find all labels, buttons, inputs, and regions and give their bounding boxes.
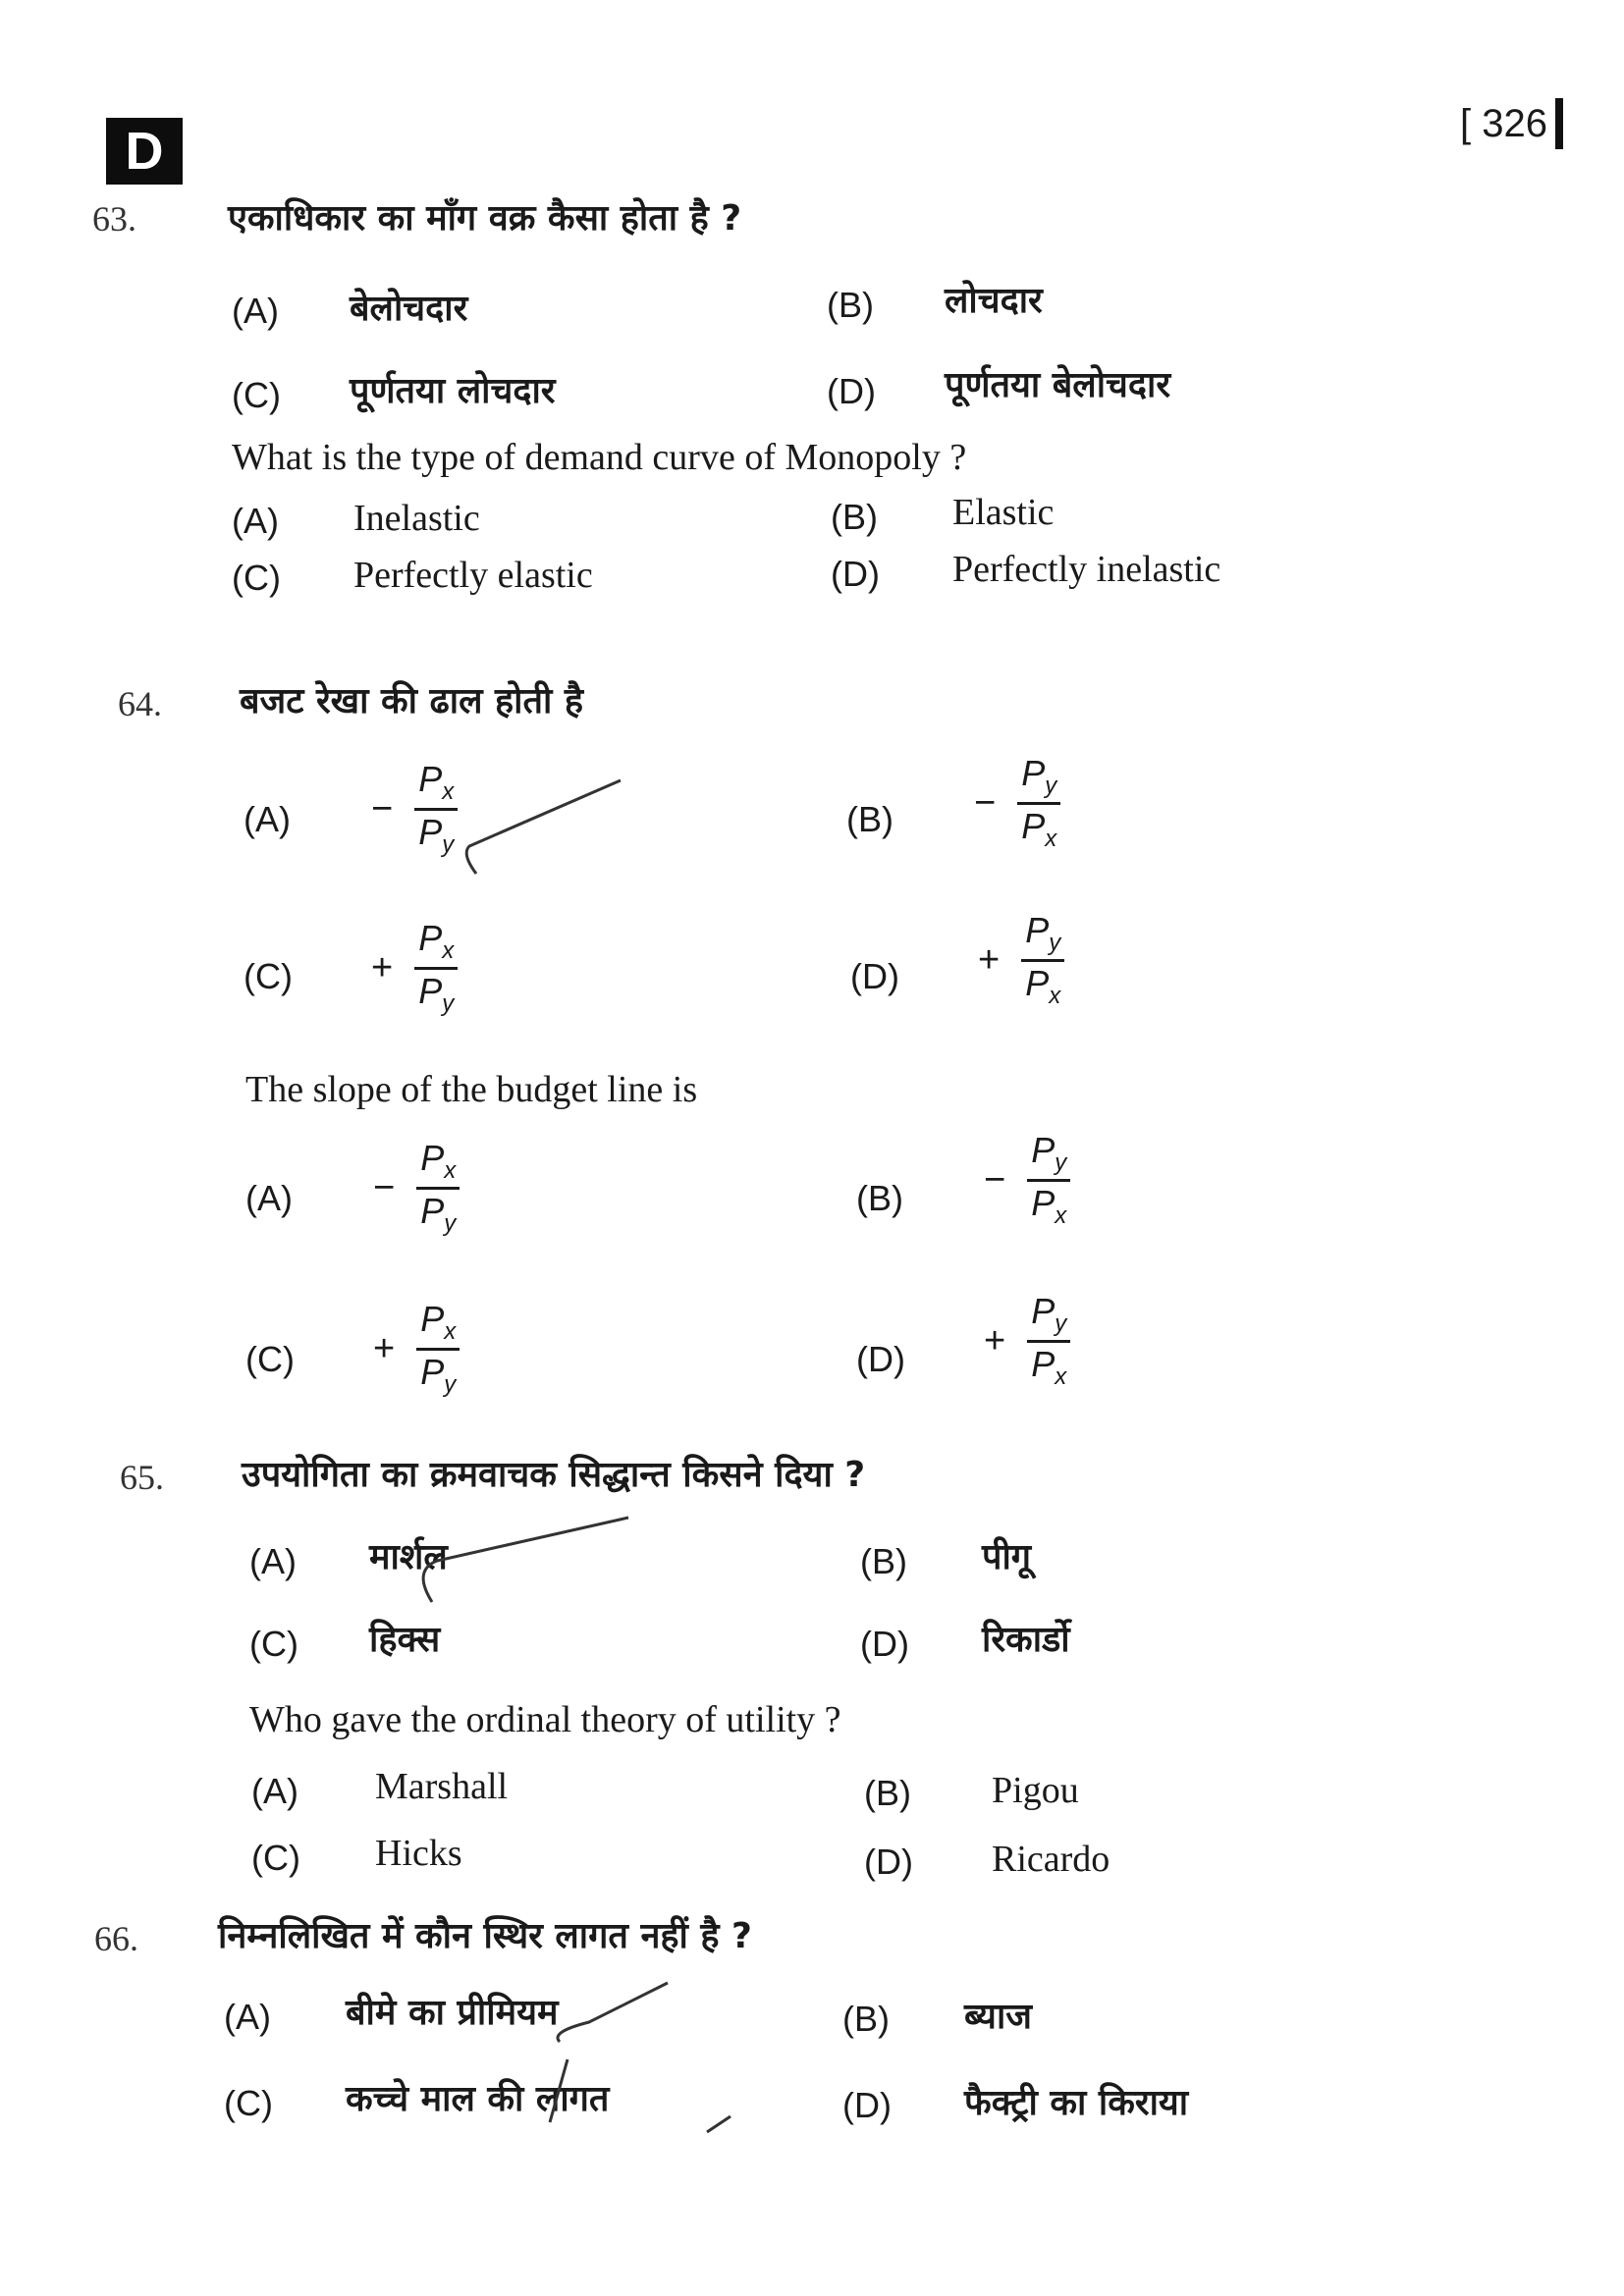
checkmark-icon [423,1518,628,1602]
fraction-option: + $\frac{P_x}{P_y}$ [373,1302,460,1397]
question-text-hindi: उपयोगिता का क्रमवाचक सिद्धान्त किसने दिया ? [242,1455,866,1495]
option-label: (D) [842,2085,892,2125]
checkmark-icon [550,2059,568,2122]
question-number: 66. [94,1919,138,1958]
option-label: (C) [251,1838,300,1878]
option-label: (C) [249,1624,298,1664]
fraction-option: − $\frac{P_y}{P_x}$ [984,1133,1070,1228]
option-text: ब्याज [964,1997,1032,2037]
fraction-option: + $\frac{P_x}{P_y}$ [371,921,458,1016]
option-text: Pigou [992,1770,1079,1811]
option-text: पूर्णतया लोचदार [350,371,556,411]
option-text: बीमे का प्रीमियम [346,1993,559,2033]
option-label: (A) [245,1178,293,1218]
fraction: $\frac{P_y}{P_x}$ [1021,913,1064,1008]
option-text: Elastic [952,492,1055,533]
checkmark-icon [466,780,621,874]
checkmark-icon [707,2116,731,2132]
option-label: (B) [842,1999,890,2039]
option-text: कच्चे माल की लागत [346,2079,610,2119]
option-label: (B) [831,497,878,537]
fraction: $\frac{P_x}{P_y}$ [414,762,458,857]
option-label: (B) [864,1773,911,1813]
option-label: (C) [232,375,281,415]
option-label: (C) [245,1339,295,1379]
option-label: (B) [856,1178,903,1218]
set-badge: D [106,118,183,185]
question-text-english: Who gave the ordinal theory of utility ? [249,1699,841,1740]
option-label: (D) [864,1842,913,1882]
option-label: (A) [224,1997,271,2037]
fraction: $\frac{P_x}{P_y}$ [416,1302,460,1397]
question-text-english: What is the type of demand curve of Monopoly ? [232,437,967,478]
option-label: (A) [249,1541,297,1581]
option-text: Ricardo [992,1839,1110,1880]
option-label: (B) [860,1541,907,1581]
fraction-option: + $\frac{P_y}{P_x}$ [984,1294,1070,1389]
option-text: Perfectly inelastic [952,549,1221,590]
option-text: Marshall [375,1766,509,1807]
fraction-option: − $\frac{P_x}{P_y}$ [371,762,458,857]
fraction: $\frac{P_x}{P_y}$ [416,1141,460,1236]
question-number: 63. [92,199,136,239]
option-label: (D) [850,956,899,996]
option-label: (D) [827,371,876,411]
fraction-option: − $\frac{P_x}{P_y}$ [373,1141,460,1236]
question-text-hindi: निम्नलिखित में कौन स्थिर लागत नहीं है ? [218,1916,752,1956]
option-label: (C) [232,558,281,598]
option-label: (A) [244,799,291,839]
fraction: $\frac{P_y}{P_x}$ [1017,756,1060,851]
option-label: (A) [232,291,279,331]
question-text-english: The slope of the budget line is [245,1069,698,1110]
option-label: (D) [831,554,880,594]
option-text: Inelastic [353,498,480,539]
option-label: (D) [856,1339,905,1379]
option-label: (D) [860,1624,909,1664]
option-text: बेलोचदार [350,289,468,329]
question-number: 65. [120,1458,164,1497]
fraction: $\frac{P_x}{P_y}$ [414,921,458,1016]
option-text: पूर्णतया बेलोचदार [945,365,1171,405]
option-label: (C) [244,956,293,996]
option-text: मार्शल [369,1537,448,1577]
question-text-hindi: एकाधिकार का माँग वक्र कैसा होता है ? [228,198,742,239]
option-text: फैक्ट्री का किराया [964,2083,1189,2123]
option-text: लोचदार [945,281,1043,321]
question-number: 64. [118,684,162,723]
option-label: (B) [846,799,893,839]
fraction-option: − $\frac{P_y}{P_x}$ [974,756,1060,851]
option-text: पीगू [982,1537,1032,1577]
option-label: (C) [224,2083,273,2123]
option-label: (A) [251,1771,298,1811]
question-text-hindi: बजट रेखा की ढाल होती है [240,681,583,721]
option-text: रिकार्डो [982,1620,1070,1660]
option-text: Perfectly elastic [353,555,593,596]
fraction: $\frac{P_y}{P_x}$ [1027,1133,1070,1228]
option-text: Hicks [375,1833,462,1874]
option-label: (B) [827,285,874,325]
option-text: हिक्स [369,1620,441,1660]
checkmark-icon [558,1983,668,2042]
fraction: $\frac{P_y}{P_x}$ [1027,1294,1070,1389]
option-label: (A) [232,501,279,541]
page-number: [ 326 [1460,102,1547,145]
fraction-option: + $\frac{P_y}{P_x}$ [978,913,1064,1008]
